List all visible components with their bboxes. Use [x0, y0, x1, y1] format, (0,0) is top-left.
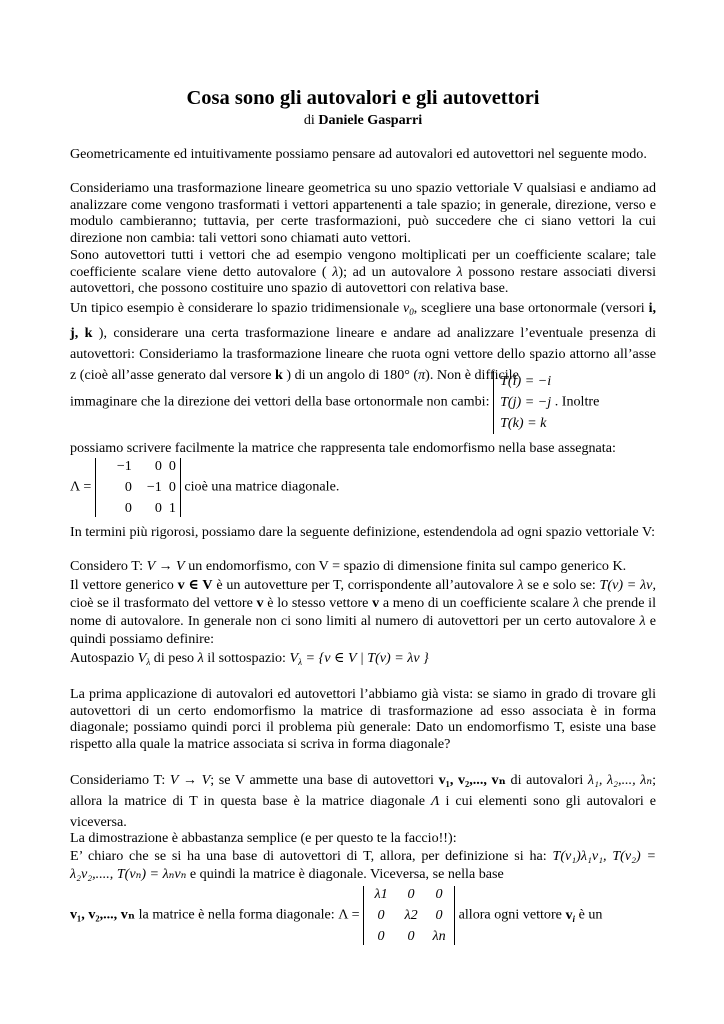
V-letter: V	[137, 650, 147, 666]
p8-text-b: un endomorfismo, con V = spazio di dimensione finita sul campo generico K.	[188, 558, 627, 574]
p8-text-a: Considero T:	[70, 558, 144, 574]
p7-text: In termini più rigorosi, possiamo dare la seguente definizione, estendendola ad ogni spazio vettoriale V:	[70, 524, 655, 540]
p12-text-b: ; se V ammette una base di autovettori	[210, 772, 434, 788]
V-letter: V	[289, 650, 299, 666]
p9-text-g: scalare	[530, 595, 570, 611]
matrix-cell: λ2	[404, 907, 418, 923]
matrix1-caption: cioè una matrice diagonale.	[184, 478, 340, 495]
matrix-1	[95, 458, 181, 517]
matrix-cell: λ1	[374, 886, 388, 902]
matrix-cell: 0	[435, 907, 443, 923]
lambda-symbol: λ	[456, 263, 463, 280]
p13-text: La dimostrazione è abbastanza semplice (e per questo te la faccio!!):	[70, 830, 457, 846]
p12-text-a: Consideriamo T:	[70, 772, 166, 788]
matrix-cell: 0	[377, 907, 385, 923]
matrix-2	[363, 886, 455, 945]
map-symbol: V → V	[169, 772, 211, 788]
p4-text-d: ), considerare una certa trasformazione lineare e andare ad analizzare l’eventuale presenza di autovettori: Consideriamo la trasformazione lineare che ruota ogni vettore dello spazio attorno all’asse z (cioè all’asse generato dal versore	[70, 325, 656, 383]
p15-text-c: è un	[578, 906, 603, 923]
equation-k: T(k) = k	[500, 415, 547, 431]
matrix-cell: 0	[407, 886, 415, 902]
p4-text-a: Un tipico esempio è considerare lo spazio tridimensionale	[70, 300, 400, 316]
p3-text-c: possono restare associati diversi autovettori, che possono costituire uno spazio di autovettori con relativa base.	[70, 263, 656, 297]
eigen-equations: T(v₁)λ₁v₁, T(v₂) = λ₂v₂,...., T(vₙ) = λₙvₙ	[70, 848, 656, 882]
p5-text-b: . Inoltre	[554, 393, 600, 410]
p11-text: La prima applicazione di autovalori ed autovettori l’abbiamo già vista: se siamo in grado di trovare gli autovettori di un certo endomorfismo la matrice di trasformazione ad esso associata è in forma diagonale; possiamo quindi porci il problema più generale: Dato un endomorfismo T, esiste una base rispetto alla quale la matrice associata si scriva in forma diagonale?	[70, 686, 656, 752]
paragraph-6	[70, 440, 656, 457]
V-sub: λ	[298, 657, 303, 667]
v0-sub: 0	[409, 307, 414, 317]
p15-text-a: la matrice è nella forma diagonale:	[138, 906, 335, 923]
p4-text-c: (versori	[600, 300, 645, 316]
system-of-equations	[493, 371, 551, 434]
paragraph-8	[70, 558, 656, 575]
pi-symbol: π	[418, 367, 426, 383]
p3-text-a: Sono autovettori tutti i vettori che ad esempio vengono moltiplicati per un coefficiente scalare; tale coefficiente scalare viene detto autovalore (	[70, 247, 656, 280]
eigen-basis: v₁, v₂,..., vₙ	[70, 906, 136, 923]
p12-text-e: i cui elementi sono gli autovalori e viceversa.	[70, 793, 656, 830]
lambda-symbol: λ	[517, 577, 524, 593]
eigenvalues-list: λ₁, λ₂,..., λₙ	[587, 772, 653, 788]
paragraph-15	[70, 886, 656, 945]
V-lambda-symbol	[138, 650, 151, 666]
matrix-cell: λn	[432, 928, 446, 944]
ijk-symbol: i, j, k	[70, 300, 657, 341]
V-lambda-def	[290, 650, 303, 666]
matrix-cell: 0	[154, 458, 162, 474]
p5-text-a: immaginare che la direzione dei vettori della base ortonormale non cambi:	[70, 393, 490, 410]
paragraph-7	[70, 524, 656, 541]
matrix-cell: 0	[168, 458, 176, 474]
p9-text-f: a meno di un coefficiente	[382, 595, 527, 611]
paragraph-1-text: Geometricamente ed intuitivamente possiamo pensare ad autovalori ed autovettori nel seguente modo.	[70, 146, 647, 162]
v-in-V: v ∈ V	[177, 577, 213, 593]
matrix-cell: 0	[168, 479, 176, 495]
p14-text-b: e quindi la matrice è diagonale. Viceversa, se nella base	[189, 866, 504, 882]
p6-text: possiamo scrivere facilmente la matrice che rappresenta tale endomorfismo nella base assegnata:	[70, 440, 616, 456]
v-letter: v	[565, 906, 573, 923]
paragraph-13	[70, 830, 656, 847]
p9-text-a: Il vettore generico	[70, 577, 174, 593]
matrix-cell: 0	[154, 500, 162, 516]
lambda-equals: Λ =	[70, 478, 92, 495]
p9-text-i: e quindi possiamo definire:	[70, 613, 657, 647]
map-symbol: V → V	[146, 558, 185, 574]
p9-text-e: è lo stesso vettore	[267, 595, 369, 611]
paragraph-12	[70, 770, 656, 833]
matrix1-row	[70, 458, 656, 517]
vi-sub: i	[572, 913, 576, 924]
p10-text-b: di peso	[153, 650, 195, 666]
matrix-cell: −1	[146, 479, 162, 495]
equation-j: T(j) = −j	[500, 394, 552, 410]
paragraph-1	[70, 146, 656, 163]
Lambda-symbol: Λ	[430, 793, 440, 809]
matrix-cell: 1	[168, 500, 176, 516]
paragraph-2	[70, 180, 656, 246]
paragraph-3	[70, 247, 656, 297]
paragraph-14	[70, 847, 656, 883]
matrix-cell: 0	[435, 886, 443, 902]
lambda-equals: Λ =	[338, 906, 360, 923]
paragraph-11	[70, 686, 656, 752]
p9-text-h: che prende il nome di autovalore. In generale non ci sono limiti al numero di autovettori per un certo autovalore	[70, 595, 657, 629]
author-name: Daniele Gasparri	[318, 112, 423, 128]
p10-text-c: il sottospazio:	[207, 650, 286, 666]
v-symbol: v	[256, 595, 264, 611]
paragraph-10	[70, 650, 656, 671]
v0-symbol	[403, 300, 414, 316]
lambda-symbol: λ	[639, 613, 646, 629]
v-symbol: v	[372, 595, 380, 611]
lambda-symbol: λ	[573, 595, 580, 611]
lambda-symbol: λ	[332, 263, 339, 280]
p4-text-e: ) di un angolo di 180° (	[286, 367, 419, 383]
eigen-basis: v₁, v₂,..., vₙ	[438, 772, 506, 788]
p10-text-a: Autospazio	[70, 650, 135, 666]
author-prefix: di	[303, 112, 315, 128]
p12-text-d: ; allora la matrice di T in questa base è la matrice diagonale	[70, 772, 657, 809]
matrix-cell: 0	[407, 928, 415, 944]
paragraph-9	[70, 576, 656, 648]
p12-text-c: di autovalori	[510, 772, 584, 788]
p14-text-a: E’ chiaro che se si ha una base di autovettori di T, allora, per definizione si ha:	[70, 848, 547, 864]
p15-text-b: allora ogni vettore	[458, 906, 562, 923]
equation-i: T(i) = −i	[500, 373, 552, 389]
document-title: Cosa sono gli autovalori e gli autovettori	[186, 87, 540, 109]
eigenspace-definition: = {v ∈ V | T(v) = λv }	[305, 650, 429, 666]
system-row	[70, 371, 656, 434]
k-symbol: k	[275, 367, 283, 383]
p9-text-b: è un autovetture per T, corrispondente all’autovalore	[216, 577, 514, 593]
matrix-cell: 0	[124, 500, 132, 516]
matrix-cell: 0	[124, 479, 132, 495]
vi-symbol	[565, 907, 575, 923]
V-sub: λ	[146, 657, 151, 667]
lambda-symbol: λ	[197, 650, 204, 666]
paragraph-2-text: Consideriamo una trasformazione lineare geometrica su uno spazio vettoriale V qualsiasi e andiamo ad analizzare come vengono trasformati i vettori appartenenti a tale spazio; in generale, direzione, verso e modulo cambieranno; tuttavia, per certe trasformazioni, può succedere che ci siano vettori la cui direzione non cambia: tali vettori sono chiamati auto vettori.	[70, 180, 656, 246]
p3-text-b: ); ad un autovalore	[338, 263, 451, 280]
p4-text-b: , scegliere una base ortonormale	[413, 300, 597, 316]
matrix-cell: −1	[116, 458, 132, 474]
p4-text-f: ). Non è difficile	[425, 367, 519, 383]
matrix-cell: 0	[377, 928, 385, 944]
p9-text-d: , cioè se il trasformato del vettore	[70, 577, 656, 611]
eigen-equation: T(v) = λv	[599, 577, 653, 593]
v0-letter: v	[402, 300, 410, 316]
p9-text-c: se e solo se:	[527, 577, 596, 593]
author-line	[70, 112, 656, 129]
